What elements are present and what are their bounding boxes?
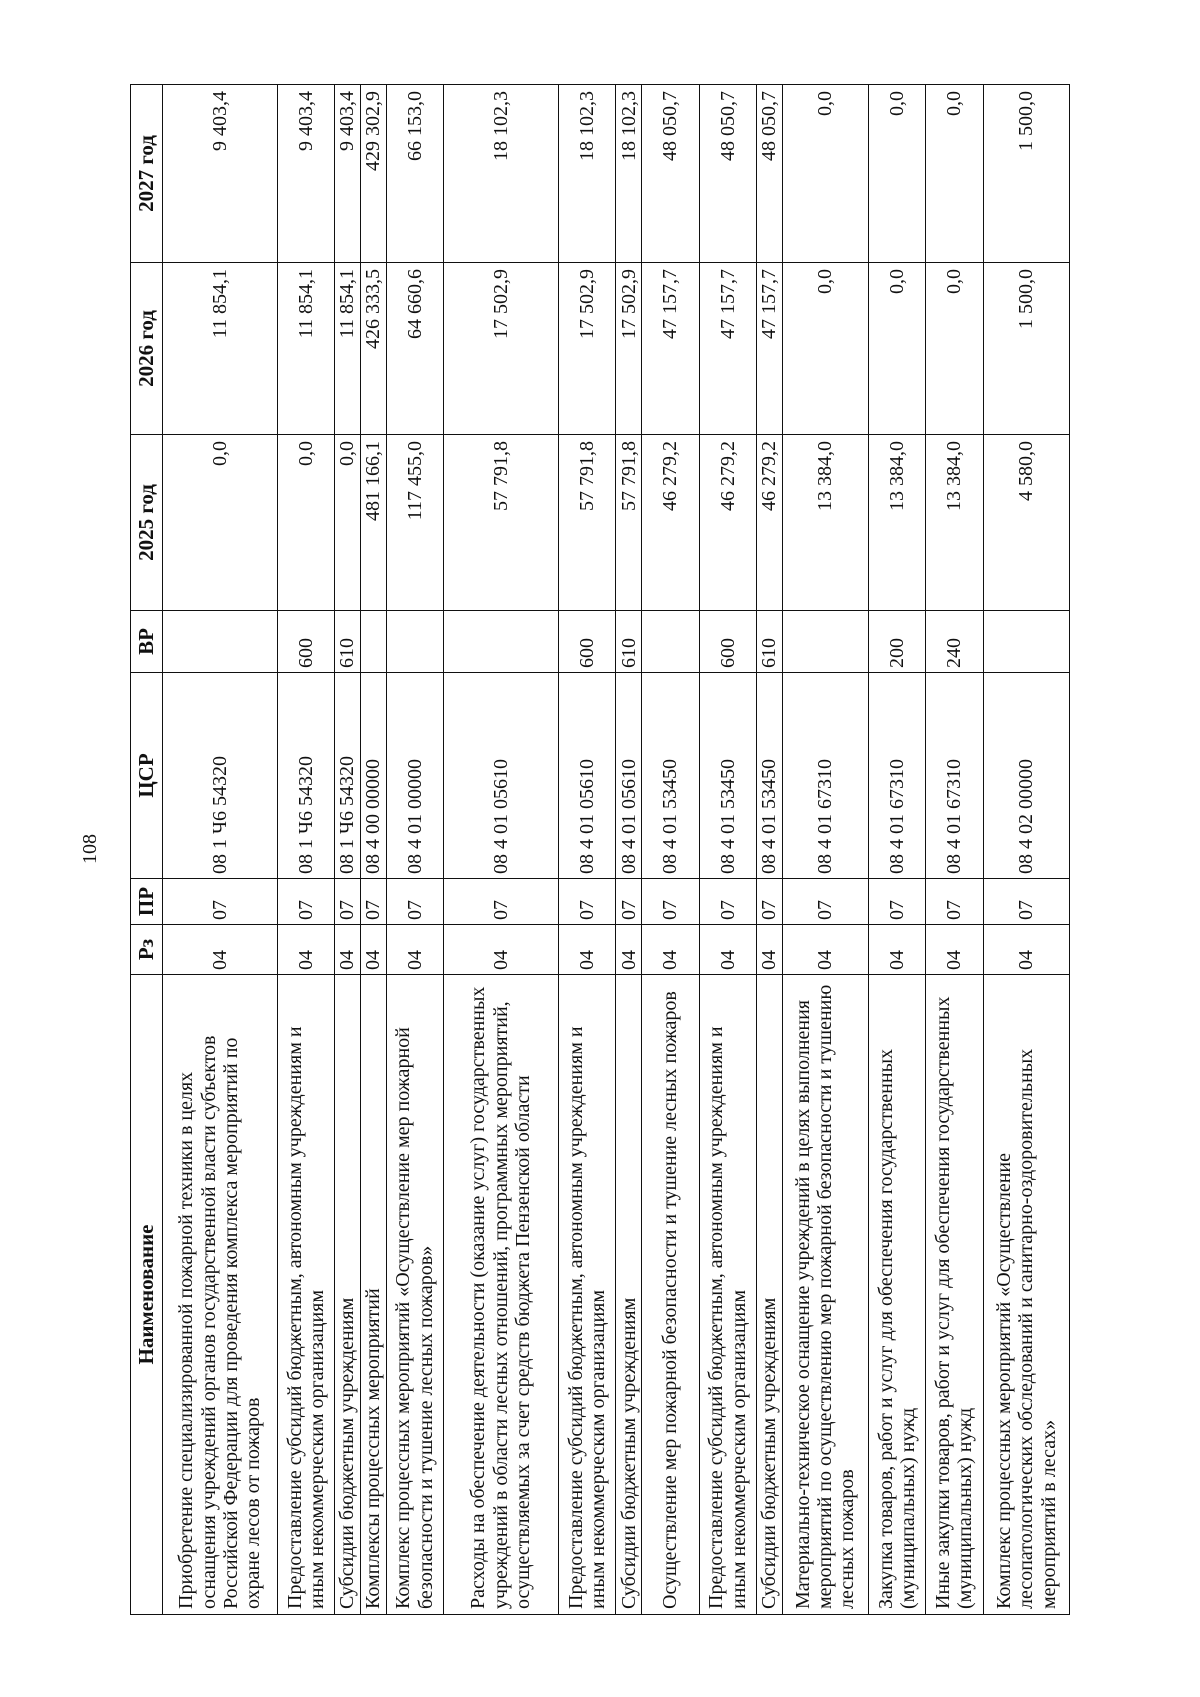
cell-vr [983, 611, 1069, 673]
cell-2026: 0,0 [782, 263, 868, 435]
cell-pr: 07 [642, 879, 699, 925]
cell-vr [444, 611, 559, 673]
cell-pr: 07 [616, 879, 642, 925]
cell-2026: 64 660,6 [386, 263, 443, 435]
cell-csr: 08 4 01 67310 [926, 673, 983, 879]
cell-name: Закупка товаров, работ и услуг для обеспечения государственных (муниципальных) нужд [868, 975, 925, 1615]
cell-rz: 04 [926, 925, 983, 975]
cell-2025: 13 384,0 [782, 435, 868, 611]
cell-2026: 47 157,7 [757, 263, 783, 435]
table-row [782, 85, 868, 1615]
cell-rz: 04 [361, 925, 387, 975]
cell-vr [642, 611, 699, 673]
cell-name: Расходы на обеспечение деятельности (оказание услуг) государственных учреждений в области лесных отношений, программных мероприятий, осуществляемых за счет средств бюджета Пензенской области [444, 975, 559, 1615]
cell-vr: 610 [616, 611, 642, 673]
header-2027: 2027 год [131, 85, 163, 263]
cell-name: Осуществление мер пожарной безопасности и тушение лесных пожаров [642, 975, 699, 1615]
cell-pr: 07 [163, 879, 278, 925]
cell-2027: 18 102,3 [559, 85, 616, 263]
header-csr: ЦСР [131, 673, 163, 879]
budget-table [130, 84, 1070, 1615]
table-row [559, 85, 616, 1615]
header-pr: ПР [131, 879, 163, 925]
cell-name: Предоставление субсидий бюджетным, автономным учреждениям и иным некоммерческим организациям [699, 975, 756, 1615]
table-row [361, 85, 387, 1615]
table-row [926, 85, 983, 1615]
cell-rz: 04 [983, 925, 1069, 975]
cell-vr: 600 [277, 611, 334, 673]
cell-2027: 48 050,7 [757, 85, 783, 263]
cell-pr: 07 [757, 879, 783, 925]
cell-2027: 48 050,7 [699, 85, 756, 263]
cell-2026: 0,0 [868, 263, 925, 435]
header-name: Наименование [131, 975, 163, 1615]
cell-2025: 57 791,8 [616, 435, 642, 611]
table-row [642, 85, 699, 1615]
header-rz: Рз [131, 925, 163, 975]
cell-csr: 08 1 Ч6 54320 [277, 673, 334, 879]
cell-2026: 17 502,9 [444, 263, 559, 435]
cell-vr [361, 611, 387, 673]
cell-2026: 426 333,5 [361, 263, 387, 435]
table-row [444, 85, 559, 1615]
cell-rz: 04 [782, 925, 868, 975]
cell-csr: 08 4 01 53450 [642, 673, 699, 879]
cell-pr: 07 [335, 879, 361, 925]
cell-2026: 17 502,9 [616, 263, 642, 435]
cell-2025: 117 455,0 [386, 435, 443, 611]
cell-name: Предоставление субсидий бюджетным, автономным учреждениям и иным некоммерческим организациям [559, 975, 616, 1615]
cell-rz: 04 [616, 925, 642, 975]
cell-pr: 07 [699, 879, 756, 925]
cell-pr: 07 [782, 879, 868, 925]
cell-name: Субсидии бюджетным учреждениям [757, 975, 783, 1615]
cell-name: Комплексы процессных мероприятий [361, 975, 387, 1615]
cell-2025: 46 279,2 [757, 435, 783, 611]
cell-2025: 0,0 [335, 435, 361, 611]
cell-csr: 08 1 Ч6 54320 [335, 673, 361, 879]
cell-rz: 04 [163, 925, 278, 975]
cell-2025: 46 279,2 [642, 435, 699, 611]
cell-pr: 07 [386, 879, 443, 925]
header-row [131, 85, 163, 1615]
cell-name: Субсидии бюджетным учреждениям [616, 975, 642, 1615]
cell-csr: 08 4 01 67310 [782, 673, 868, 879]
cell-csr: 08 4 01 05610 [559, 673, 616, 879]
header-2026: 2026 год [131, 263, 163, 435]
cell-vr: 600 [559, 611, 616, 673]
cell-2026: 11 854,1 [335, 263, 361, 435]
cell-2026: 11 854,1 [277, 263, 334, 435]
cell-name: Субсидии бюджетным учреждениям [335, 975, 361, 1615]
table-row [699, 85, 756, 1615]
cell-2027: 9 403,4 [163, 85, 278, 263]
page-number: 108 [79, 834, 101, 864]
cell-rz: 04 [386, 925, 443, 975]
cell-2027: 18 102,3 [444, 85, 559, 263]
cell-2026: 0,0 [926, 263, 983, 435]
cell-2026: 47 157,7 [699, 263, 756, 435]
cell-2027: 0,0 [926, 85, 983, 263]
cell-2025: 4 580,0 [983, 435, 1069, 611]
cell-2025: 46 279,2 [699, 435, 756, 611]
cell-csr: 08 4 01 05610 [444, 673, 559, 879]
cell-csr: 08 1 Ч6 54320 [163, 673, 278, 879]
cell-vr: 610 [335, 611, 361, 673]
cell-name: Иные закупки товаров, работ и услуг для обеспечения государственных (муниципальных) нужд [926, 975, 983, 1615]
cell-rz: 04 [757, 925, 783, 975]
cell-2026: 11 854,1 [163, 263, 278, 435]
cell-vr: 240 [926, 611, 983, 673]
cell-2025: 13 384,0 [868, 435, 925, 611]
table-row [983, 85, 1069, 1615]
cell-name: Комплекс процессных мероприятий «Осуществление лесопатологических обследований и санитарно-оздоровительных мероприятий в лесах» [983, 975, 1069, 1615]
cell-2025: 13 384,0 [926, 435, 983, 611]
cell-rz: 04 [868, 925, 925, 975]
cell-name: Комплекс процессных мероприятий «Осуществление мер пожарной безопасности и тушение лесных пожаров» [386, 975, 443, 1615]
cell-rz: 04 [642, 925, 699, 975]
cell-pr: 07 [868, 879, 925, 925]
cell-csr: 08 4 01 53450 [757, 673, 783, 879]
cell-vr: 610 [757, 611, 783, 673]
cell-vr [163, 611, 278, 673]
cell-pr: 07 [983, 879, 1069, 925]
cell-name: Предоставление субсидий бюджетным, автономным учреждениям и иным некоммерческим организациям [277, 975, 334, 1615]
cell-pr: 07 [277, 879, 334, 925]
cell-pr: 07 [361, 879, 387, 925]
table-row [616, 85, 642, 1615]
cell-2025: 0,0 [163, 435, 278, 611]
cell-2026: 47 157,7 [642, 263, 699, 435]
cell-2025: 57 791,8 [559, 435, 616, 611]
cell-2027: 0,0 [868, 85, 925, 263]
cell-csr: 08 4 00 00000 [361, 673, 387, 879]
header-2025: 2025 год [131, 435, 163, 611]
cell-vr [782, 611, 868, 673]
cell-pr: 07 [444, 879, 559, 925]
header-vr: ВР [131, 611, 163, 673]
table-row [335, 85, 361, 1615]
cell-rz: 04 [699, 925, 756, 975]
cell-name: Приобретение специализированной пожарной техники в целях оснащения учреждений органов государственной власти субъектов Российской Федерации для проведения комплекса мероприятий по охране лесов от пожаров [163, 975, 278, 1615]
table-row [757, 85, 783, 1615]
cell-2027: 9 403,4 [335, 85, 361, 263]
cell-pr: 07 [926, 879, 983, 925]
cell-vr: 600 [699, 611, 756, 673]
cell-2026: 1 500,0 [983, 263, 1069, 435]
cell-pr: 07 [559, 879, 616, 925]
cell-2027: 429 302,9 [361, 85, 387, 263]
cell-rz: 04 [444, 925, 559, 975]
table-row [386, 85, 443, 1615]
cell-csr: 08 4 01 53450 [699, 673, 756, 879]
cell-rz: 04 [559, 925, 616, 975]
cell-2025: 0,0 [277, 435, 334, 611]
cell-csr: 08 4 01 05610 [616, 673, 642, 879]
cell-rz: 04 [277, 925, 334, 975]
cell-2027: 1 500,0 [983, 85, 1069, 263]
cell-2027: 48 050,7 [642, 85, 699, 263]
cell-csr: 08 4 01 67310 [868, 673, 925, 879]
cell-2027: 66 153,0 [386, 85, 443, 263]
cell-2025: 481 166,1 [361, 435, 387, 611]
cell-2027: 9 403,4 [277, 85, 334, 263]
table-row [868, 85, 925, 1615]
cell-rz: 04 [335, 925, 361, 975]
table-row [163, 85, 278, 1615]
cell-csr: 08 4 01 00000 [386, 673, 443, 879]
table-row [277, 85, 334, 1615]
cell-name: Материально-техническое оснащение учреждений в целях выполнения мероприятий по осуществлению мер пожарной безопасности и тушению лесных пожаров [782, 975, 868, 1615]
rotated-table-container [130, 85, 1070, 1615]
cell-2026: 17 502,9 [559, 263, 616, 435]
cell-2027: 0,0 [782, 85, 868, 263]
cell-csr: 08 4 02 00000 [983, 673, 1069, 879]
cell-vr: 200 [868, 611, 925, 673]
cell-2025: 57 791,8 [444, 435, 559, 611]
table-body [163, 85, 1070, 1615]
cell-2027: 18 102,3 [616, 85, 642, 263]
cell-vr [386, 611, 443, 673]
